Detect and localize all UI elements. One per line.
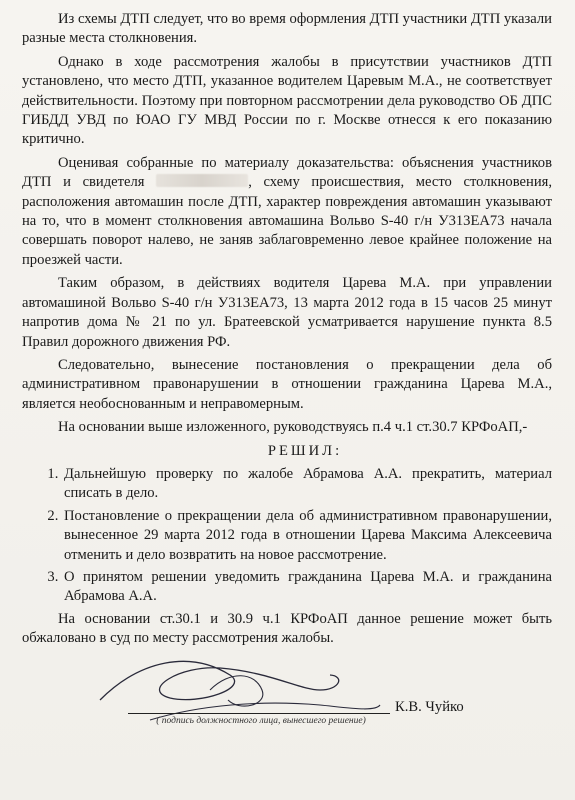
- appeal-paragraph: На основании ст.30.1 и 30.9 ч.1 КРФоАП данное решение может быть обжаловано в суд по месту рассмотрения жалобы.: [22, 610, 552, 647]
- decision-item: 2. Постановление о прекращении дела об административном правонарушении, вынесенное 29 марта 2012 года в отношении Царева Максима Алексеевича отменить и дело возвратить на новое рассмотрение.: [62, 507, 552, 565]
- signature-line: [128, 713, 390, 714]
- evidence-text-start: Оценивая собранные по материалу доказательства: объяснения участников ДТП и свидетеля: [22, 154, 552, 191]
- decision-item: 1. Дальнейшую проверку по жалобе Абрамова А.А. прекратить, материал списать в дело.: [62, 465, 552, 504]
- redacted-witness-name: [156, 174, 248, 187]
- decision-item: 3. О принятом решении уведомить гражданина Царева М.А. и гражданина Абрамова А.А.: [62, 568, 552, 607]
- paragraph-basis: На основании выше изложенного, руководствуясь п.4 ч.1 ст.30.7 КРФоАП,-: [58, 419, 528, 436]
- decision-heading: РЕШИЛ:: [267, 442, 343, 459]
- document-body: [22, 10, 552, 653]
- signature-caption: ( подпись должностного лица, вынесшего решение): [156, 716, 366, 726]
- signatory-name: К.В. Чуйко: [395, 699, 464, 715]
- paragraph-established: Однако в ходе рассмотрения жалобы в присутствии участников ДТП установлено, что место ДТП, указанное водителем Царевым М.А., не соответствует действительности. Поэтому при повторном рассмотрении дела руководство ОБ ДПС ГИБДД УВД по ЮАО ГУ МВД России по г. Москве отнесся к его показанию критично.: [22, 53, 552, 148]
- evidence-text-end: , схему происшествия, место столкновения, расположения автомашин после ДТП, характер повреждения автомашин указывают на то, что в момент столкновения автомашина Вольво S-40 г/н У313ЕА73 начала совершать поворот налево, не заняв заблаговременно левое крайнее положение на проезжей части.: [22, 174, 552, 268]
- paragraph-conclusion: Таким образом, в действиях водителя Царева М.А. при управлении автомашиной Вольво S-40 г/н У313ЕА73, 13 марта 2012 года в 15 часов 25 минут напротив дома № 21 по ул. Братеевской усматривается нарушение пункта 8.5 Правил дорожного движения РФ.: [22, 275, 552, 350]
- paragraph-scheme: Из схемы ДТП следует, что во время оформления ДТП участники ДТП указали разные места столкновения.: [22, 11, 552, 47]
- paragraph-evidence: [22, 154, 552, 270]
- paragraph-consequently: Следовательно, вынесение постановления о прекращении дела об административном правонарушении в отношении гражданина Царева М.А., является необоснованным и неправомерным.: [22, 356, 552, 412]
- decision-list: [22, 465, 552, 607]
